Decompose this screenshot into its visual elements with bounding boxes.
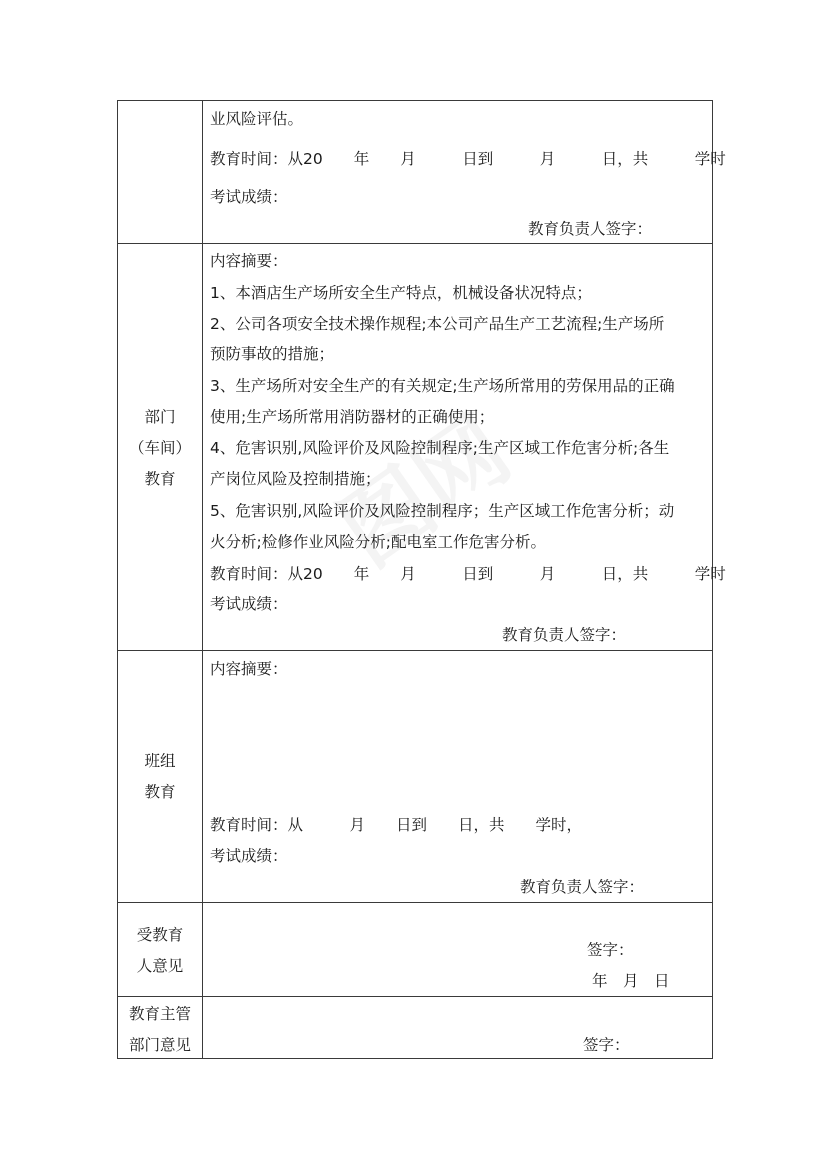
row2-line: 使用;生产场所常用消防器材的正确使用； (210, 408, 495, 426)
row4-date-line: 年 月 日 (592, 972, 670, 990)
row2-line: 2、公司各项安全技术操作规程;本公司产品生产工艺流程;生产场所 (210, 315, 665, 333)
row-divider-3 (117, 902, 713, 903)
row2-score-label: 考试成绩： (210, 595, 288, 613)
row2-signature: 教育负责人签字： (502, 626, 627, 644)
row5-label-2: 部门意见 (128, 1036, 191, 1054)
row2-label-2: （车间） (128, 439, 191, 457)
row2-label-1: 部门 (144, 408, 176, 426)
row2-line: 4、危害识别,风险评价及风险控制程序;生产区域工作危害分析;各生 (210, 439, 670, 457)
row2-line: 火分析;检修作业风险分析;配电室工作危害分析。 (210, 533, 546, 551)
row1-text-line: 业风险评估。 (210, 110, 304, 128)
table-border-bottom (117, 1058, 713, 1059)
row2-line: 3、生产场所对安全生产的有关规定;生产场所常用的劳保用品的正确 (210, 377, 675, 395)
row4-label-2: 人意见 (136, 957, 184, 975)
row4-label-1: 受教育 (136, 926, 184, 944)
row3-summary-label: 内容摘要： (210, 660, 288, 678)
row3-time-line: 教育时间：从 月 日到 日，共 学时， (210, 816, 583, 834)
row1-signature: 教育负责人签字： (528, 220, 653, 238)
row2-line: 预防事故的措施； (210, 345, 335, 363)
table-border-top (117, 100, 713, 101)
row2-time-line: 教育时间：从20 年 月 日到 月 日，共 学时 (210, 565, 726, 583)
row3-label-2: 教育 (144, 783, 176, 801)
row5-sign-label: 签字： (583, 1036, 630, 1054)
row5-label-1: 教育主管 (128, 1005, 191, 1023)
row1-time-line: 教育时间：从20 年 月 日到 月 日，共 学时 (210, 150, 726, 168)
row-divider-2 (117, 650, 713, 651)
row1-score-label: 考试成绩： (210, 188, 288, 206)
row2-label-3: 教育 (144, 470, 176, 488)
row3-signature: 教育负责人签字： (520, 878, 645, 896)
row3-label-1: 班组 (144, 752, 176, 770)
row-divider-1 (117, 243, 713, 244)
row2-line: 产岗位风险及控制措施； (210, 470, 381, 488)
row4-sign-label: 签字： (587, 941, 634, 959)
row2-summary-label: 内容摘要： (210, 252, 288, 270)
row2-line: 1、本酒店生产场所安全生产特点，机械设备状况特点； (210, 284, 592, 302)
row2-line: 5、危害识别,风险评价及风险控制程序；生产区域工作危害分析；动 (210, 502, 675, 520)
row3-score-label: 考试成绩： (210, 847, 288, 865)
row-divider-4 (117, 996, 713, 997)
